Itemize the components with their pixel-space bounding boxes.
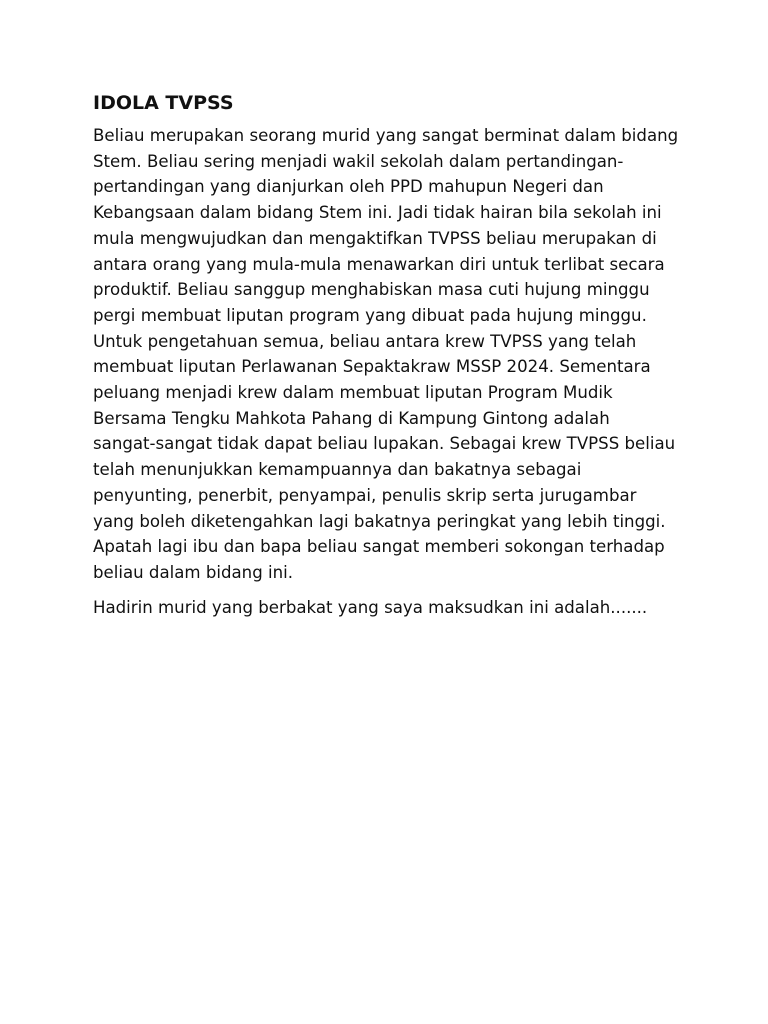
body-paragraph: Beliau merupakan seorang murid yang sangat berminat dalam bidang Stem. Beliau sering menjadi wakil sekolah dalam pertandingan- pertandingan yang dianjurkan oleh PPD mahupun Negeri dan Kebangsaan dalam bidang Stem ini. Jadi tidak hairan bila sekolah ini mula mengwujudkan dan mengaktifkan TVPSS beliau merupakan di antara orang yang mula-mula menawarkan diri untuk terlibat secara produktif. Beliau sanggup menghabiskan masa cuti hujung minggu pergi membuat liputan program yang dibuat pada hujung minggu. Untuk pengetahuan semua, beliau antara krew TVPSS yang telah membuat liputan Perlawanan Sepaktakraw MSSP 2024. Sementara peluang menjadi krew dalam membuat liputan Program Mudik Bersama Tengku Mahkota Pahang di Kampung Gintong adalah sangat-sangat tidak dapat beliau lupakan. Sebagai krew TVPSS beliau telah menunjukkan kemampuannya dan bakatnya sebagai penyunting, penerbit, penyampai, penulis skrip serta jurugambar yang boleh diketengahkan lagi bakatnya peringkat yang lebih tinggi. Apatah lagi ibu dan bapa beliau sangat memberi sokongan terhadap beliau dalam bidang ini. xyxy=(93,126,679,582)
document-title: IDOLA TVPSS xyxy=(93,92,234,114)
closing-paragraph: Hadirin murid yang berbakat yang saya maksudkan ini adalah....... xyxy=(93,597,648,617)
document-content xyxy=(93,90,693,620)
